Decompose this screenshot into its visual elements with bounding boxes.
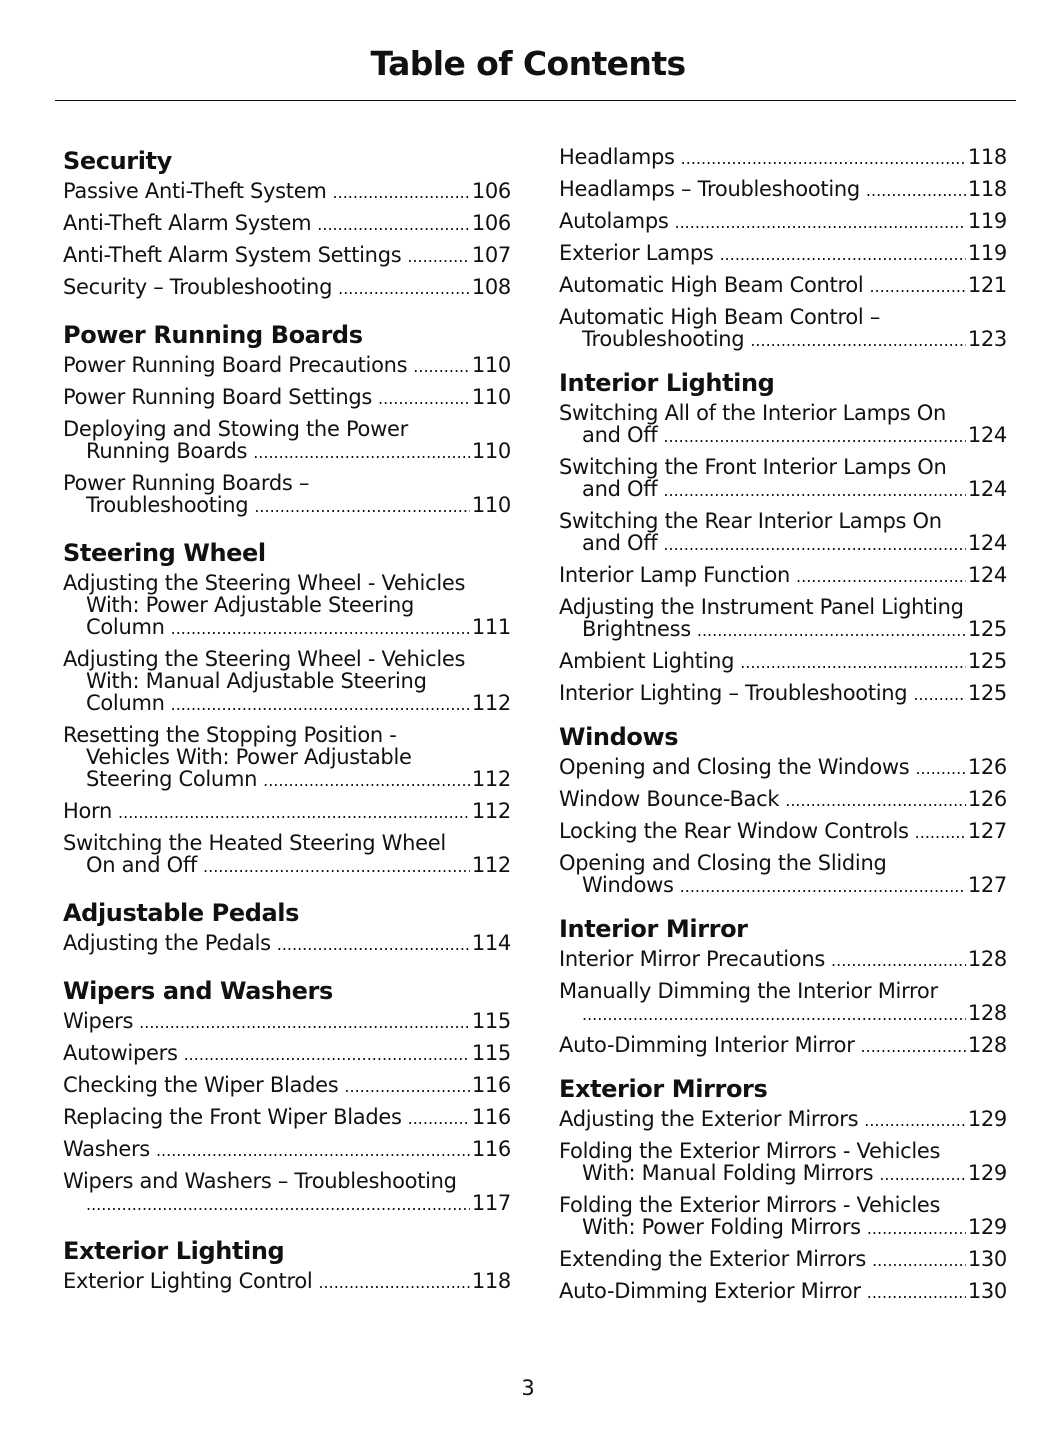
- toc-entry[interactable]: [63, 418, 511, 464]
- dot-leader: [139, 1012, 470, 1034]
- entry-title-line: With: Manual Folding Mirrors: [582, 1161, 874, 1185]
- entry-title-line: Replacing the Front Wiper Blades: [63, 1105, 402, 1129]
- entry-title-line: Auto-Dimming Interior Mirror: [559, 1033, 855, 1057]
- entry-title-line: Exterior Lamps: [559, 241, 714, 265]
- dot-leader: [867, 1282, 966, 1304]
- entry-title-line: Window Bounce-Back: [559, 787, 780, 811]
- dot-leader: [338, 278, 470, 300]
- entry-page-number: 110: [471, 353, 511, 377]
- dot-leader: [872, 1250, 966, 1272]
- entry-page-number: 125: [967, 617, 1007, 641]
- toc-entry[interactable]: [63, 1170, 511, 1216]
- entry-page-number: 130: [967, 1279, 1007, 1303]
- entry-page-number: 106: [471, 179, 511, 203]
- entry-page-number: 121: [967, 273, 1007, 297]
- entry-title-line: Adjusting the Instrument Panel Lighting: [559, 595, 964, 619]
- dot-leader: [681, 148, 966, 170]
- entry-title-line: Checking the Wiper Blades: [63, 1073, 339, 1097]
- toc-entry[interactable]: [559, 980, 1007, 1026]
- dot-leader: [866, 180, 966, 202]
- entry-page-number: 124: [967, 423, 1007, 447]
- entry-page-number: 110: [471, 385, 511, 409]
- entry-page-number: 115: [471, 1041, 511, 1065]
- entry-page-number: 125: [967, 681, 1007, 705]
- toc-entry[interactable]: [559, 146, 1007, 170]
- entry-title-line: and Off: [582, 423, 658, 447]
- entry-title-line: Adjusting the Steering Wheel - Vehicles: [63, 571, 466, 595]
- entry-title-line: Security – Troubleshooting: [63, 275, 333, 299]
- toc-entry[interactable]: [63, 244, 511, 268]
- dot-leader: [203, 856, 470, 878]
- entry-title-line: Anti-Theft Alarm System: [63, 211, 312, 235]
- entry-page-number: 118: [471, 1269, 511, 1293]
- toc-entry[interactable]: [63, 1270, 511, 1294]
- section-heading: Security: [63, 147, 172, 175]
- entry-title-line: Anti-Theft Alarm System Settings: [63, 243, 402, 267]
- toc-entry[interactable]: [559, 788, 1007, 812]
- toc-entry[interactable]: [559, 1248, 1007, 1272]
- entry-page-number: 112: [471, 767, 511, 791]
- dot-leader: [344, 1076, 469, 1098]
- entry-title-line: Resetting the Stopping Position -: [63, 723, 397, 747]
- section-heading: Power Running Boards: [63, 321, 363, 349]
- dot-leader: [867, 1218, 966, 1240]
- entry-title-line: Autolamps: [559, 209, 669, 233]
- entry-title-line: Extending the Exterior Mirrors: [559, 1247, 867, 1271]
- entry-title-line: Interior Lighting – Troubleshooting: [559, 681, 908, 705]
- dot-leader: [915, 822, 966, 844]
- entry-title-line: Automatic High Beam Control –: [559, 305, 881, 329]
- toc-entry[interactable]: [63, 1074, 511, 1098]
- toc-section-wipers-and-washers: [63, 976, 511, 1216]
- entry-page-number: 119: [967, 241, 1007, 265]
- toc-entry[interactable]: [63, 276, 511, 300]
- toc-entry[interactable]: [559, 510, 1007, 556]
- entry-title-line: Manually Dimming the Interior Mirror: [559, 979, 938, 1003]
- dot-leader: [171, 694, 470, 716]
- toc-entry[interactable]: [63, 472, 511, 518]
- toc-entry[interactable]: [63, 1042, 511, 1066]
- entry-title-line: Opening and Closing the Sliding: [559, 851, 887, 875]
- dot-leader: [663, 534, 965, 556]
- toc-entry[interactable]: [559, 852, 1007, 898]
- entry-title-line: Vehicles With: Power Adjustable: [86, 745, 412, 769]
- dot-leader: [408, 1108, 470, 1130]
- dot-leader: [750, 330, 966, 352]
- dot-leader: [915, 758, 965, 780]
- page-number: 3: [521, 1376, 535, 1400]
- entry-page-number: 110: [471, 493, 511, 517]
- entry-page-number: 124: [967, 477, 1007, 501]
- entry-title-line: Exterior Lighting Control: [63, 1269, 313, 1293]
- dot-leader: [118, 802, 470, 824]
- dot-leader: [86, 1194, 470, 1216]
- section-heading: Steering Wheel: [63, 539, 266, 567]
- entry-title-line: Switching All of the Interior Lamps On: [559, 401, 947, 425]
- entry-page-number: 111: [471, 615, 511, 639]
- toc-entry[interactable]: [63, 354, 511, 378]
- entry-title-line: Headlamps: [559, 145, 675, 169]
- entry-title-line: On and Off: [86, 853, 198, 877]
- toc-entry[interactable]: [559, 1140, 1007, 1186]
- entry-title-line: Troubleshooting: [86, 493, 249, 517]
- toc-entry[interactable]: [559, 274, 1007, 298]
- section-heading: Interior Lighting: [559, 369, 775, 397]
- entry-page-number: 124: [967, 563, 1007, 587]
- entry-title-line: With: Power Folding Mirrors: [582, 1215, 861, 1239]
- dot-leader: [675, 212, 966, 234]
- entry-page-number: 110: [471, 439, 511, 463]
- dot-leader: [913, 684, 965, 706]
- dot-leader: [263, 770, 470, 792]
- dot-leader: [184, 1044, 470, 1066]
- entry-page-number: 119: [967, 209, 1007, 233]
- entry-title-line: Autowipers: [63, 1041, 178, 1065]
- entry-title-line: Windows: [582, 873, 674, 897]
- dot-leader: [413, 356, 470, 378]
- entry-title-line: Wipers: [63, 1009, 134, 1033]
- toc-section-continued: [559, 146, 1007, 352]
- toc-entry[interactable]: [559, 242, 1007, 266]
- entry-page-number: 112: [471, 799, 511, 823]
- toc-entry[interactable]: [559, 756, 1007, 780]
- entry-title-line: Headlamps – Troubleshooting: [559, 177, 860, 201]
- dot-leader: [740, 652, 966, 674]
- entry-title-line: Interior Mirror Precautions: [559, 947, 826, 971]
- entry-page-number: 130: [967, 1247, 1007, 1271]
- toc-section-interior-lighting: [559, 368, 1007, 706]
- entry-title-line: Folding the Exterior Mirrors - Vehicles: [559, 1139, 941, 1163]
- entry-title-line: Switching the Heated Steering Wheel: [63, 831, 446, 855]
- entry-title-line: and Off: [582, 477, 658, 501]
- entry-page-number: 118: [967, 145, 1007, 169]
- title-divider: [55, 100, 1016, 101]
- dot-leader: [253, 442, 470, 464]
- dot-leader: [680, 876, 966, 898]
- entry-title-line: Steering Column: [86, 767, 258, 791]
- toc-entry[interactable]: [559, 1034, 1007, 1058]
- entry-page-number: 118: [967, 177, 1007, 201]
- dot-leader: [720, 244, 966, 266]
- page-title: Table of Contents: [370, 44, 686, 83]
- toc-entry[interactable]: [559, 682, 1007, 706]
- entry-page-number: 116: [471, 1105, 511, 1129]
- entry-title-line: Power Running Boards –: [63, 471, 310, 495]
- dot-leader: [785, 790, 966, 812]
- entry-title-line: Switching the Front Interior Lamps On: [559, 455, 947, 479]
- dot-leader: [407, 246, 469, 268]
- entry-title-line: With: Power Adjustable Steering: [86, 593, 415, 617]
- section-heading: Adjustable Pedals: [63, 899, 300, 927]
- entry-title-line: Wipers and Washers – Troubleshooting: [63, 1169, 457, 1193]
- dot-leader: [864, 1110, 966, 1132]
- entry-page-number: 128: [967, 947, 1007, 971]
- entry-title-line: and Off: [582, 531, 658, 555]
- entry-title-line: Deploying and Stowing the Power: [63, 417, 408, 441]
- dot-leader: [171, 618, 470, 640]
- entry-title-line: Opening and Closing the Windows: [559, 755, 910, 779]
- toc-entry[interactable]: [63, 1138, 511, 1162]
- toc-entry[interactable]: [559, 564, 1007, 588]
- entry-page-number: 106: [471, 211, 511, 235]
- entry-title-line: Brightness: [582, 617, 691, 641]
- entry-page-number: 126: [967, 787, 1007, 811]
- dot-leader: [156, 1140, 470, 1162]
- toc-section-adjustable-pedals: [63, 898, 511, 956]
- toc-entry[interactable]: [559, 596, 1007, 642]
- entry-title-line: Locking the Rear Window Controls: [559, 819, 909, 843]
- entry-page-number: 129: [967, 1215, 1007, 1239]
- dot-leader: [318, 1272, 469, 1294]
- toc-entry[interactable]: [559, 210, 1007, 234]
- toc-section-interior-mirror: [559, 914, 1007, 1058]
- entry-page-number: 117: [471, 1191, 511, 1215]
- dot-leader: [317, 214, 470, 236]
- toc-entry[interactable]: [63, 1010, 511, 1034]
- entry-page-number: 108: [471, 275, 511, 299]
- section-heading: Windows: [559, 723, 679, 751]
- section-heading: Interior Mirror: [559, 915, 748, 943]
- entry-title-line: Automatic High Beam Control: [559, 273, 864, 297]
- toc-entry[interactable]: [63, 832, 511, 878]
- toc-entry[interactable]: [559, 456, 1007, 502]
- toc-entry[interactable]: [63, 932, 511, 956]
- toc-entry[interactable]: [559, 1194, 1007, 1240]
- toc-entry[interactable]: [63, 1106, 511, 1130]
- entry-title-line: Troubleshooting: [582, 327, 745, 351]
- entry-title-line: Adjusting the Pedals: [63, 931, 271, 955]
- toc-entry[interactable]: [63, 180, 511, 204]
- section-heading: Exterior Lighting: [63, 1237, 285, 1265]
- entry-page-number: 128: [967, 1001, 1007, 1025]
- entry-page-number: 116: [471, 1073, 511, 1097]
- entry-title-line: Horn: [63, 799, 113, 823]
- entry-page-number: 112: [471, 853, 511, 877]
- toc-entry[interactable]: [63, 212, 511, 236]
- toc-section-power-running-boards: [63, 320, 511, 518]
- entry-page-number: 129: [967, 1107, 1007, 1131]
- entry-page-number: 126: [967, 755, 1007, 779]
- dot-leader: [869, 276, 965, 298]
- dot-leader: [378, 388, 470, 410]
- entry-title-line: Interior Lamp Function: [559, 563, 791, 587]
- entry-title-line: Adjusting the Exterior Mirrors: [559, 1107, 859, 1131]
- dot-leader: [277, 934, 470, 956]
- entry-page-number: 114: [471, 931, 511, 955]
- toc-entry[interactable]: [559, 650, 1007, 674]
- entry-title-line: Washers: [63, 1137, 150, 1161]
- entry-title-line: Column: [86, 691, 165, 715]
- entry-title-line: Folding the Exterior Mirrors - Vehicles: [559, 1193, 941, 1217]
- entry-page-number: 125: [967, 649, 1007, 673]
- entry-page-number: 124: [967, 531, 1007, 555]
- entry-title-line: Power Running Board Settings: [63, 385, 373, 409]
- dot-leader: [333, 182, 470, 204]
- entry-title-line: Running Boards: [86, 439, 248, 463]
- entry-title-line: Adjusting the Steering Wheel - Vehicles: [63, 647, 466, 671]
- dot-leader: [697, 620, 966, 642]
- toc-entry[interactable]: [559, 1108, 1007, 1132]
- dot-leader: [254, 496, 470, 518]
- toc-entry[interactable]: [63, 724, 511, 792]
- dot-leader: [861, 1036, 966, 1058]
- entry-title-line: Power Running Board Precautions: [63, 353, 408, 377]
- toc-entry[interactable]: [559, 1280, 1007, 1304]
- toc-section-security: [63, 146, 511, 300]
- toc-entry[interactable]: [63, 386, 511, 410]
- entry-page-number: 116: [471, 1137, 511, 1161]
- entry-title-line: Switching the Rear Interior Lamps On: [559, 509, 942, 533]
- entry-page-number: 128: [967, 1033, 1007, 1057]
- toc-section-steering-wheel: [63, 538, 511, 878]
- section-heading: Exterior Mirrors: [559, 1075, 768, 1103]
- toc-column-right: [559, 146, 1007, 1320]
- toc-entry[interactable]: [559, 178, 1007, 202]
- dot-leader: [796, 566, 966, 588]
- dot-leader: [663, 480, 965, 502]
- entry-page-number: 123: [967, 327, 1007, 351]
- entry-page-number: 127: [967, 819, 1007, 843]
- toc-entry[interactable]: [63, 648, 511, 716]
- dot-leader: [831, 950, 966, 972]
- dot-leader: [582, 1004, 966, 1026]
- entry-title-line: Auto-Dimming Exterior Mirror: [559, 1279, 861, 1303]
- toc-column-left: [63, 142, 511, 1314]
- toc-section-windows: [559, 722, 1007, 898]
- entry-title-line: With: Manual Adjustable Steering: [86, 669, 427, 693]
- toc-section-exterior-lighting: [63, 1236, 511, 1294]
- entry-title-line: Passive Anti-Theft System: [63, 179, 327, 203]
- entry-title-line: Column: [86, 615, 165, 639]
- toc-entry[interactable]: [559, 402, 1007, 448]
- section-heading: Wipers and Washers: [63, 977, 333, 1005]
- toc-entry[interactable]: [559, 306, 1007, 352]
- toc-entry[interactable]: [63, 800, 511, 824]
- entry-page-number: 115: [471, 1009, 511, 1033]
- entry-page-number: 112: [471, 691, 511, 715]
- entry-page-number: 129: [967, 1161, 1007, 1185]
- toc-entry[interactable]: [63, 572, 511, 640]
- entry-page-number: 107: [471, 243, 511, 267]
- dot-leader: [663, 426, 965, 448]
- entry-title-line: Ambient Lighting: [559, 649, 735, 673]
- toc-entry[interactable]: [559, 820, 1007, 844]
- entry-page-number: 127: [967, 873, 1007, 897]
- toc-entry[interactable]: [559, 948, 1007, 972]
- dot-leader: [879, 1164, 965, 1186]
- toc-section-exterior-mirrors: [559, 1074, 1007, 1304]
